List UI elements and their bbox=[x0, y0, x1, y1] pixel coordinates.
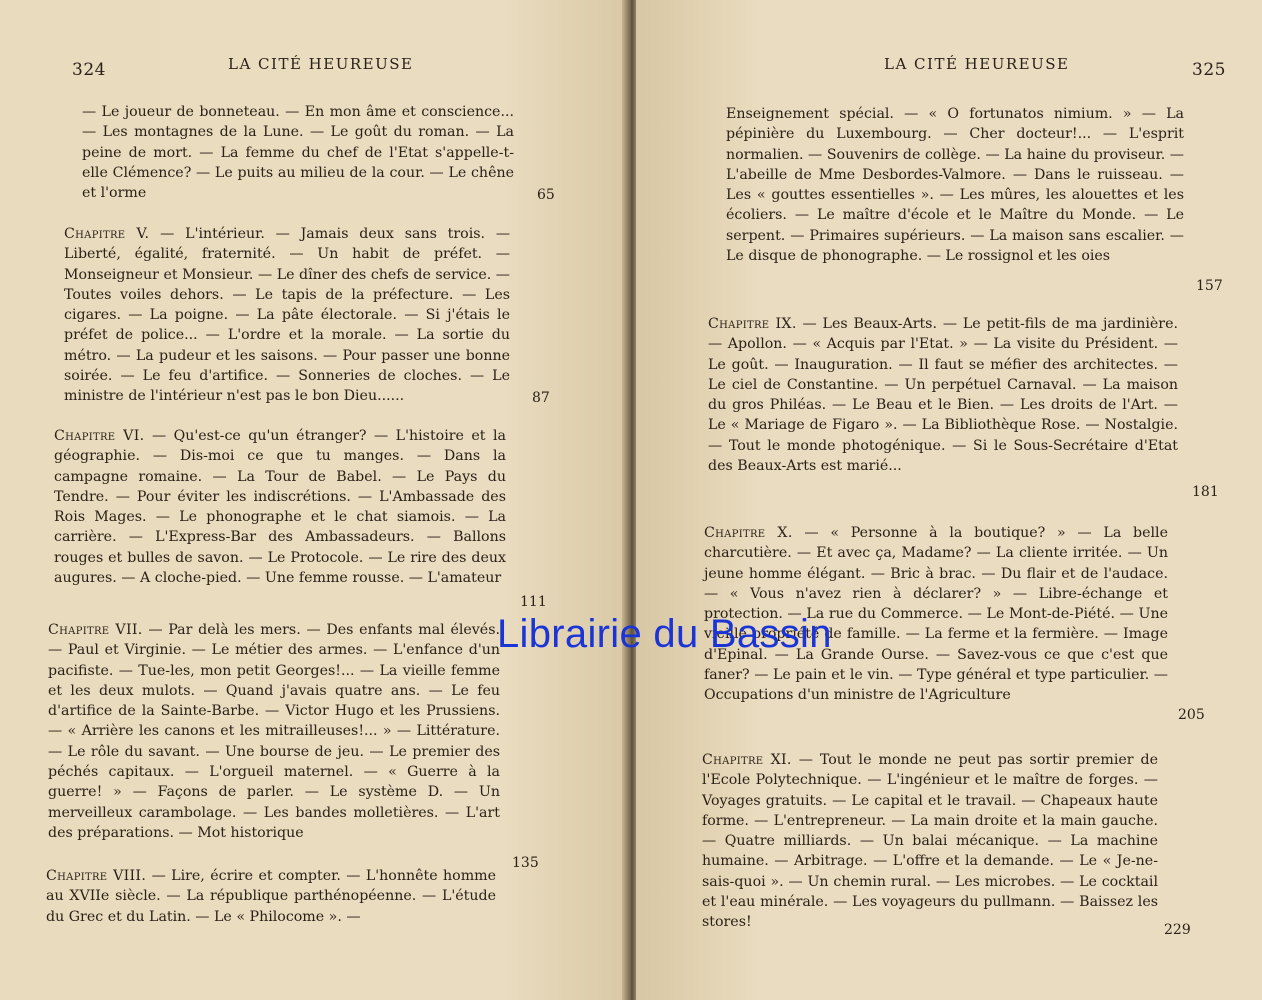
chapter-label: Chapitre VIII. bbox=[46, 868, 147, 884]
toc-entry bbox=[46, 866, 496, 927]
chapter-summary: — Les Beaux-Arts. — Le petit-fils de ma jardinière. — Apollon. — « Acquis par l'Etat. » — La visite du Président. — Le goût. — Inauguration. — Il faut se méfier des architectes. — Le ciel de Constantine. — Un perpétuel Carnaval. — La maison du gros Philéas. — Le Beau et le Bien. — Les droits de l'Art. — Le « Mariage de Figaro ». — La Bibliothèque Rose. — Nostalgie. — Tout le monde photogénique. — Si le Sous-Secrétaire d'Etat des Beaux-Arts est marié... bbox=[708, 316, 1178, 475]
page-ref: 135 bbox=[512, 855, 539, 871]
running-head: LA CITÉ HEUREUSE bbox=[884, 55, 1070, 73]
page-number: 324 bbox=[72, 60, 106, 80]
watermark: Librairie du Bassin bbox=[497, 612, 832, 656]
page-number: 325 bbox=[1192, 60, 1226, 80]
chapter-summary: Enseignement spécial. — « O fortunatos nimium. » — La pépinière du Luxembourg. — Cher docteur!... — L'esprit normalien. — Souvenirs de collège. — La haine du proviseur. — L'abeille de Mme Desbordes-Valmore. — Dans le ruisseau. — Les « gouttes essentielles ». — Les mûres, les alouettes et les écoliers. — Le maître d'école et le Maître du Monde. — Le serpent. — Primaires supérieurs. — La maison sans escalier. — Le disque de phonographe. — Le rossignol et les oies bbox=[726, 106, 1184, 265]
chapter-summary: — Le joueur de bonneteau. — En mon âme et conscience... — Les montagnes de la Lune. — Le goût du roman. — La peine de mort. — La femme du chef de l'Etat s'appelle-t-elle Clémence? — Le puits au milieu de la cour. — Le chêne et l'orme bbox=[82, 104, 514, 202]
page-ref: 65 bbox=[537, 187, 555, 203]
page-ref: 181 bbox=[1192, 484, 1219, 500]
page-ref: 157 bbox=[1196, 278, 1223, 294]
chapter-summary: — Tout le monde ne peut pas sortir premier de l'Ecole Polytechnique. — L'ingénieur et le maître de forges. — Voyages gratuits. — Le capital et le travail. — Chapeaux haute forme. — L'entrepreneur. — La main droite et la main gauche. — Quatre milliards. — Un balai mécanique. — La machine humaine. — Arbitrage. — L'offre et la demande. — Le « Je-ne-sais-quoi ». — Un chemin rural. — Les microbes. — Le cocktail et l'eau minérale. — Les voyageurs du pullmann. — Baissez les stores! bbox=[702, 752, 1158, 931]
toc-entry bbox=[82, 102, 514, 203]
toc-entry bbox=[708, 314, 1178, 476]
page-ref: 87 bbox=[532, 390, 550, 406]
chapter-label: Chapitre XI. bbox=[702, 752, 792, 768]
page-ref: 205 bbox=[1178, 707, 1205, 723]
toc-entry bbox=[726, 104, 1184, 266]
chapter-label: Chapitre X. bbox=[704, 525, 793, 541]
chapter-label: Chapitre V. bbox=[64, 226, 150, 242]
chapter-summary: — Lire, écrire et compter. — L'honnête homme au XVIIe siècle. — La république parthénopéenne. — L'étude du Grec et du Latin. — Le « Philocome ». — bbox=[46, 868, 496, 925]
chapter-label: Chapitre VII. bbox=[48, 622, 143, 638]
chapter-label: Chapitre IX. bbox=[708, 316, 797, 332]
toc-entry bbox=[48, 620, 500, 843]
chapter-summary: — « Personne à la boutique? » — La belle charcutière. — Et avec ça, Madame? — La cliente irritée. — Un jeune homme élégant. — Bric à brac. — Du flair et de l'audace. — « Vous n'avez rien à déclarer? » — Libre-échange et protection. — La rue du Commerce. — Le Mont-de-Piété. — Une vieille propriété de famille. — La ferme et la fermière. — Image d'Epinal. — La Grande Ourse. — Savez-vous ce que c'est que faner? — Le pain et le vin. — Type général et type particulier. — Occupations d'un ministre de l'Agriculture bbox=[704, 525, 1168, 704]
left-page bbox=[0, 0, 626, 1000]
page-ref: 229 bbox=[1164, 922, 1191, 938]
toc-entry bbox=[64, 224, 510, 407]
chapter-label: Chapitre VI. bbox=[54, 428, 145, 444]
running-head: LA CITÉ HEUREUSE bbox=[228, 55, 414, 73]
toc-entry bbox=[702, 750, 1158, 933]
toc-entry bbox=[54, 426, 506, 588]
right-page bbox=[636, 0, 1262, 1000]
chapter-summary: — L'intérieur. — Jamais deux sans trois. — Liberté, égalité, fraternité. — Un habit de préfet. — Monseigneur et Monsieur. — Le dîner des chefs de service. — Toutes voiles dehors. — Le tapis de la préfecture. — Les cigares. — La poigne. — La pâte électorale. — Si j'étais le préfet de police... — L'ordre et la morale. — La sortie du métro. — La pudeur et les saisons. — Pour passer une bonne soirée. — Le feu d'artifice. — Sonneries de cloches. — Le ministre de l'intérieur n'est pas le bon Dieu...... bbox=[64, 226, 511, 405]
chapter-summary: — Par delà les mers. — Des enfants mal élevés. — Paul et Virginie. — Le métier des armes. — L'enfance d'un pacifiste. — Tue-les, mon petit Georges!... — La vieille femme et les deux mulots. — Quand j'avais quatre ans. — Le feu d'artifice de la Sainte-Barbe. — Victor Hugo et les Prussiens. — « Arrière les canons et les mitrailleuses!... » — Littérature. — Le rôle du savant. — Une bourse de jeu. — Le premier des péchés capitaux. — L'orgueil maternel. — « Guerre à la guerre! » — Façons de parler. — Le système D. — Un merveilleux carambolage. — Les bandes molletières. — L'art des préparations. — Mot historique bbox=[48, 622, 500, 841]
chapter-summary: — Qu'est-ce qu'un étranger? — L'histoire et la géographie. — Dis-moi ce que tu manges. — Dans la campagne romaine. — La Tour de Babel. — Le Pays du Tendre. — Pour éviter les indiscrétions. — L'Ambassade des Rois Mages. — Le phonographe et le chat siamois. — La carrière. — L'Express-Bar des Ambassadeurs. — Ballons rouges et bulles de savon. — Le Protocole. — Le rire des deux augures. — A cloche-pied. — Une femme rousse. — L'amateur bbox=[54, 428, 506, 587]
page-ref: 111 bbox=[520, 594, 547, 610]
